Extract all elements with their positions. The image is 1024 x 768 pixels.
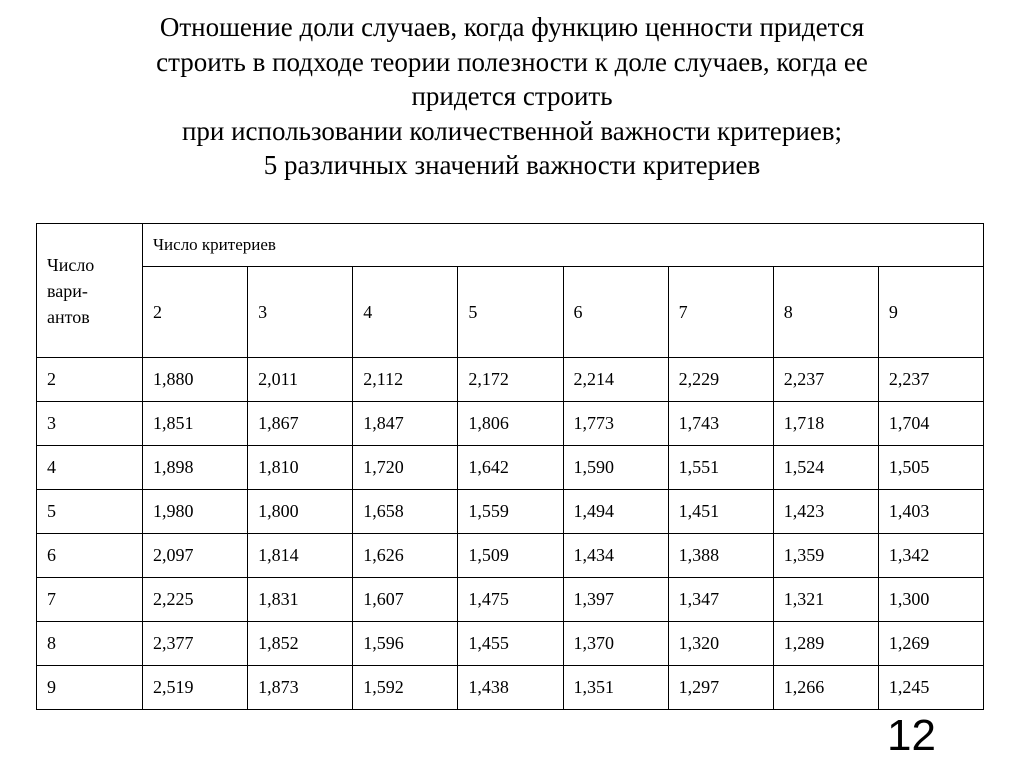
table-row xyxy=(37,490,984,534)
header-row-group xyxy=(37,224,984,267)
criteria-count-cell: 2 xyxy=(143,267,248,358)
title-line-4: при использовании количественной важности критериев; xyxy=(181,115,843,146)
ratio-value-cell: 2,225 xyxy=(143,578,248,622)
variants-count-cell: 7 xyxy=(37,578,143,622)
variants-count-cell: 3 xyxy=(37,402,143,446)
ratio-value-cell: 1,980 xyxy=(143,490,248,534)
table-row xyxy=(37,534,984,578)
ratio-value-cell: 1,359 xyxy=(773,534,878,578)
ratio-value-cell: 1,720 xyxy=(353,446,458,490)
ratio-value-cell: 1,898 xyxy=(143,446,248,490)
variants-count-cell: 9 xyxy=(37,666,143,710)
ratio-value-cell: 1,300 xyxy=(878,578,983,622)
ratio-value-cell: 1,658 xyxy=(353,490,458,534)
ratio-value-cell: 1,607 xyxy=(353,578,458,622)
ratio-value-cell: 1,494 xyxy=(563,490,668,534)
table-header xyxy=(37,224,984,358)
ratio-value-cell: 1,388 xyxy=(668,534,773,578)
ratio-value-cell: 2,097 xyxy=(143,534,248,578)
ratio-value-cell: 2,377 xyxy=(143,622,248,666)
variants-count-cell: 4 xyxy=(37,446,143,490)
table-row xyxy=(37,402,984,446)
variants-count-cell: 5 xyxy=(37,490,143,534)
ratio-value-cell: 1,321 xyxy=(773,578,878,622)
variants-header-line-3: антов xyxy=(47,306,90,327)
ratio-value-cell: 1,423 xyxy=(773,490,878,534)
ratio-value-cell: 1,320 xyxy=(668,622,773,666)
ratio-value-cell: 1,245 xyxy=(878,666,983,710)
ratio-value-cell: 1,806 xyxy=(458,402,563,446)
ratio-value-cell: 1,434 xyxy=(563,534,668,578)
criteria-count-cell: 4 xyxy=(353,267,458,358)
title-line-1: Отношение доли случаев, когда функцию ценности придется xyxy=(159,12,865,42)
ratio-value-cell: 2,519 xyxy=(143,666,248,710)
ratio-value-cell: 1,852 xyxy=(248,622,353,666)
ratio-value-cell: 1,592 xyxy=(353,666,458,710)
ratio-table xyxy=(36,223,984,710)
ratio-value-cell: 1,559 xyxy=(458,490,563,534)
ratio-value-cell: 1,509 xyxy=(458,534,563,578)
ratio-value-cell: 1,743 xyxy=(668,402,773,446)
criteria-count-cell: 6 xyxy=(563,267,668,358)
table-row xyxy=(37,666,984,710)
slide-title xyxy=(20,10,1004,183)
ratio-value-cell: 1,397 xyxy=(563,578,668,622)
ratio-value-cell: 1,831 xyxy=(248,578,353,622)
variants-header xyxy=(37,224,143,358)
table-body xyxy=(37,358,984,710)
ratio-value-cell: 2,172 xyxy=(458,358,563,402)
ratio-value-cell: 1,297 xyxy=(668,666,773,710)
ratio-value-cell: 1,626 xyxy=(353,534,458,578)
ratio-value-cell: 2,011 xyxy=(248,358,353,402)
table-row xyxy=(37,446,984,490)
title-line-2: строить в подходе теории полезности к доле случаев, когда ее xyxy=(156,46,868,77)
ratio-value-cell: 1,704 xyxy=(878,402,983,446)
table-row xyxy=(37,578,984,622)
ratio-value-cell: 1,455 xyxy=(458,622,563,666)
ratio-value-cell: 1,851 xyxy=(143,402,248,446)
ratio-value-cell: 1,590 xyxy=(563,446,668,490)
ratio-value-cell: 1,289 xyxy=(773,622,878,666)
criteria-count-cell: 3 xyxy=(248,267,353,358)
ratio-value-cell: 1,351 xyxy=(563,666,668,710)
ratio-value-cell: 1,718 xyxy=(773,402,878,446)
ratio-value-cell: 1,451 xyxy=(668,490,773,534)
ratio-value-cell: 2,112 xyxy=(353,358,458,402)
title-line-3: придется строить xyxy=(411,81,613,111)
ratio-value-cell: 1,642 xyxy=(458,446,563,490)
ratio-value-cell: 1,810 xyxy=(248,446,353,490)
ratio-value-cell: 1,867 xyxy=(248,402,353,446)
ratio-value-cell: 1,873 xyxy=(248,666,353,710)
title-line-5: 5 различных значений важности критериев xyxy=(263,150,761,180)
ratio-value-cell: 1,847 xyxy=(353,402,458,446)
variants-header-line-1: Число xyxy=(47,254,95,275)
ratio-value-cell: 1,370 xyxy=(563,622,668,666)
ratio-value-cell: 1,438 xyxy=(458,666,563,710)
ratio-value-cell: 1,773 xyxy=(563,402,668,446)
ratio-value-cell: 2,237 xyxy=(773,358,878,402)
ratio-value-cell: 1,266 xyxy=(773,666,878,710)
ratio-value-cell: 1,551 xyxy=(668,446,773,490)
ratio-value-cell: 1,800 xyxy=(248,490,353,534)
ratio-value-cell: 1,347 xyxy=(668,578,773,622)
ratio-value-cell: 2,237 xyxy=(878,358,983,402)
variants-count-cell: 6 xyxy=(37,534,143,578)
table-row xyxy=(37,622,984,666)
criteria-count-cell: 7 xyxy=(668,267,773,358)
variants-count-cell: 8 xyxy=(37,622,143,666)
ratio-value-cell: 1,342 xyxy=(878,534,983,578)
variants-header-line-2: вари- xyxy=(47,280,88,301)
variants-count-cell: 2 xyxy=(37,358,143,402)
ratio-value-cell: 1,524 xyxy=(773,446,878,490)
ratio-value-cell: 1,880 xyxy=(143,358,248,402)
ratio-value-cell: 2,214 xyxy=(563,358,668,402)
page-number: 12 xyxy=(887,711,936,760)
criteria-count-cell: 9 xyxy=(878,267,983,358)
criteria-count-cell: 5 xyxy=(458,267,563,358)
ratio-value-cell: 1,475 xyxy=(458,578,563,622)
table-row xyxy=(37,358,984,402)
ratio-value-cell: 1,814 xyxy=(248,534,353,578)
criteria-count-row xyxy=(37,267,984,358)
ratio-value-cell: 2,229 xyxy=(668,358,773,402)
criteria-count-cell: 8 xyxy=(773,267,878,358)
ratio-value-cell: 1,505 xyxy=(878,446,983,490)
ratio-value-cell: 1,403 xyxy=(878,490,983,534)
criteria-group-header: Число критериев xyxy=(143,224,984,267)
ratio-value-cell: 1,596 xyxy=(353,622,458,666)
ratio-value-cell: 1,269 xyxy=(878,622,983,666)
